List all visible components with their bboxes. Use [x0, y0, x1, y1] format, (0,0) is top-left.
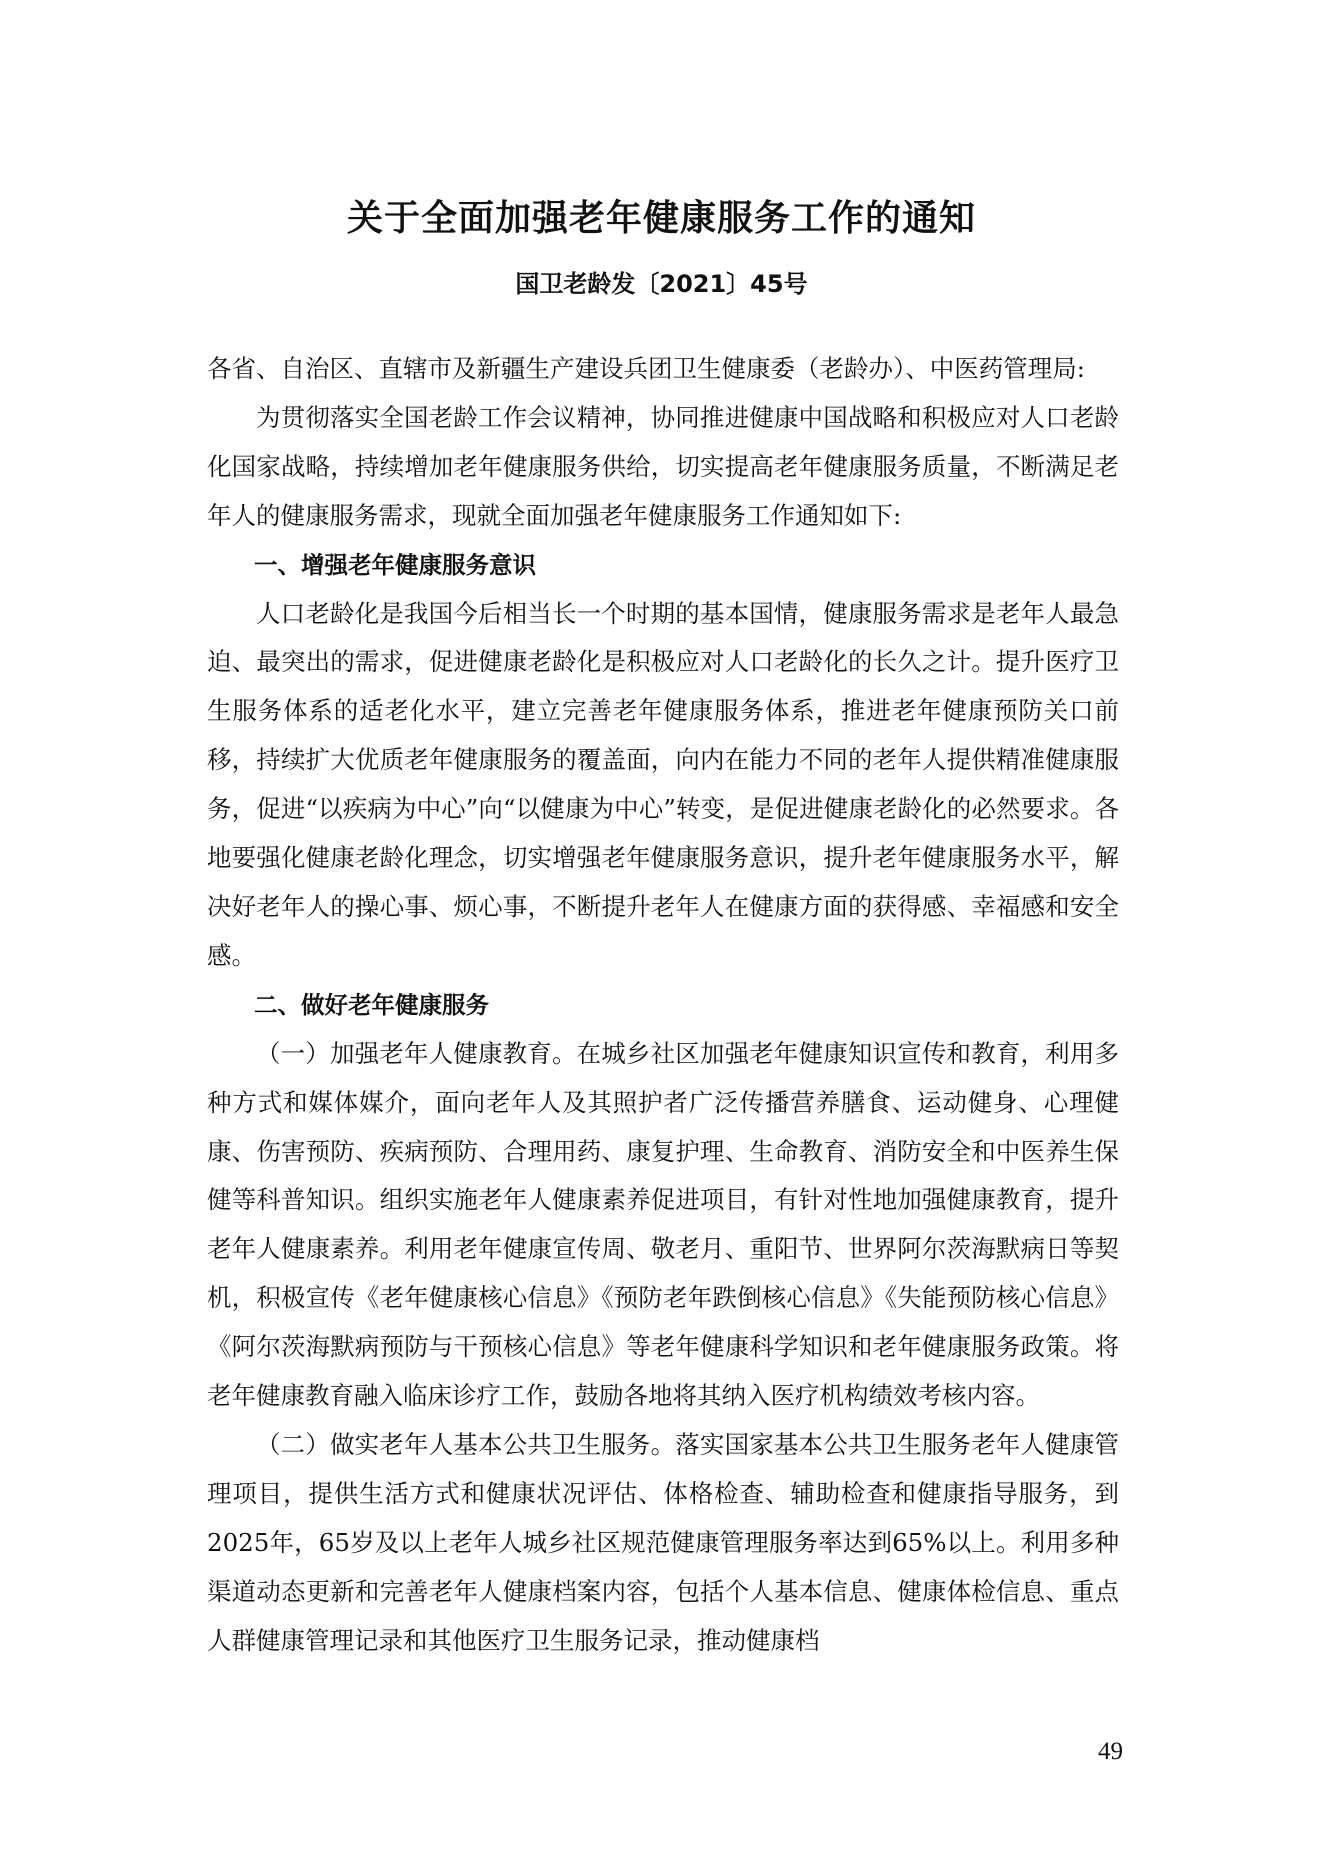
section-2-item-1: （一）加强老年人健康教育。在城乡社区加强老年健康知识宣传和教育，利用多种方式和媒体媒介，面向老年人及其照护者广泛传播营养膳食、运动健身、心理健康、伤害预防、疾病预防、合理用药、康复护理、生命教育、消防安全和中医养生保健等科普知识。组织实施老年人健康素养促进项目，有针对性地加强健康教育，提升老年人健康素养。利用老年健康宣传周、敬老月、重阳节、世界阿尔茨海默病日等契机，积极宣传《老年健康核心信息》《预防老年跌倒核心信息》《失能预防核心信息》《阿尔茨海默病预防与干预核心信息》等老年健康科学知识和老年健康服务政策。将老年健康教育融入临床诊疗工作，鼓励各地将其纳入医疗机构绩效考核内容。: [207, 1038, 1119, 1411]
page-number: 49: [1098, 1738, 1123, 1765]
addressee: 各省、自治区、直辖市及新疆生产建设兵团卫生健康委（老龄办）、中医药管理局:: [207, 354, 1086, 383]
section-heading-2: 二、做好老年健康服务: [254, 990, 489, 1019]
section-2-item-2: （二）做实老年人基本公共卫生服务。落实国家基本公共卫生服务老年人健康管理项目，提供生活方式和健康状况评估、体格检查、辅助检查和健康指导服务，到2025年，65岁及以上老年人城乡社区规范健康管理服务率达到65%以上。利用多种渠道动态更新和完善老年人健康档案内容，包括个人基本信息、健康体检信息、重点人群健康管理记录和其他医疗卫生服务记录，推动健康档: [207, 1429, 1119, 1655]
intro-paragraph: 为贯彻落实全国老龄工作会议精神，协同推进健康中国战略和积极应对人口老龄化国家战略，持续增加老年健康服务供给，切实提高老年健康服务质量，不断满足老年人的健康服务需求，现就全面加强老年健康服务工作通知如下:: [207, 402, 1119, 530]
document-title: 关于全面加强老年健康服务工作的通知: [346, 198, 976, 239]
section-heading-1: 一、增强老年健康服务意识: [254, 550, 536, 579]
document-body: [207, 345, 1119, 1665]
document-number: 国卫老龄发〔2021〕45号: [515, 270, 808, 298]
section-1-paragraph: 人口老龄化是我国今后相当长一个时期的基本国情，健康服务需求是老年人最急迫、最突出的需求，促进健康老龄化是积极应对人口老龄化的长久之计。提升医疗卫生服务体系的适老化水平，建立完善老年健康服务体系，推进老年健康预防关口前移，持续扩大优质老年健康服务的覆盖面，向内在能力不同的老年人提供精准健康服务，促进“以疾病为中心”向“以健康为中心”转变，是促进健康老龄化的必然要求。各地要强化健康老龄化理念，切实增强老年健康服务意识，提升老年健康服务水平，解决好老年人的操心事、烦心事，不断提升老年人在健康方面的获得感、幸福感和安全感。: [207, 598, 1119, 970]
